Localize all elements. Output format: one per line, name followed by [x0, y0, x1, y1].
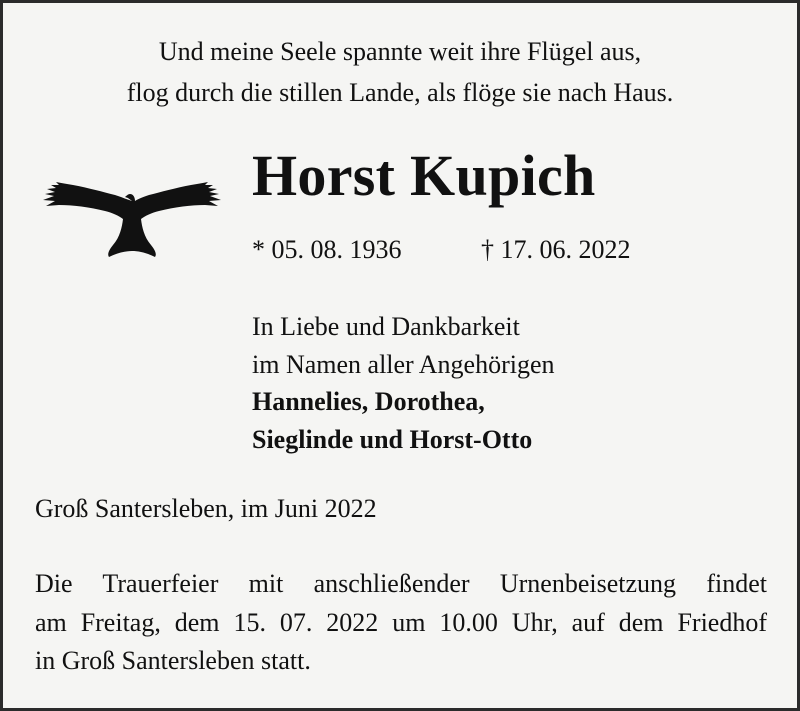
- death-date: † 17. 06. 2022: [481, 235, 631, 264]
- funeral-line-3: in Groß Santersleben statt.: [35, 646, 311, 675]
- poem-verse: [3, 31, 797, 113]
- obituary-notice: [3, 3, 797, 708]
- poem-line-2: flog durch die stillen Lande, als flöge sie nach Haus.: [126, 78, 674, 107]
- deceased-name: Horst Kupich: [252, 143, 596, 208]
- mourners-line-1: Hannelies, Dorothea,: [252, 387, 485, 416]
- funeral-line-1: Die Trauerfeier mit anschließender Urnenbeisetzung findet: [35, 569, 767, 598]
- birth-date: * 05. 08. 1936: [252, 235, 402, 264]
- funeral-line-2: am Freitag, dem 15. 07. 2022 um 10.00 Uhr, auf dem Friedhof: [35, 607, 767, 637]
- bird-silhouette-icon: [29, 179, 235, 261]
- mourners-line-2: Sieglinde und Horst-Otto: [252, 424, 533, 454]
- closing-line-2: im Namen aller Angehörigen: [252, 349, 555, 379]
- closing-block: [252, 308, 555, 458]
- poem-line-1: Und meine Seele spannte weit ihre Flügel aus,: [158, 37, 642, 66]
- place-and-date: Groß Santersleben, im Juni 2022: [35, 494, 377, 523]
- funeral-info: [35, 565, 767, 681]
- closing-line-1: In Liebe und Dankbarkeit: [252, 312, 520, 341]
